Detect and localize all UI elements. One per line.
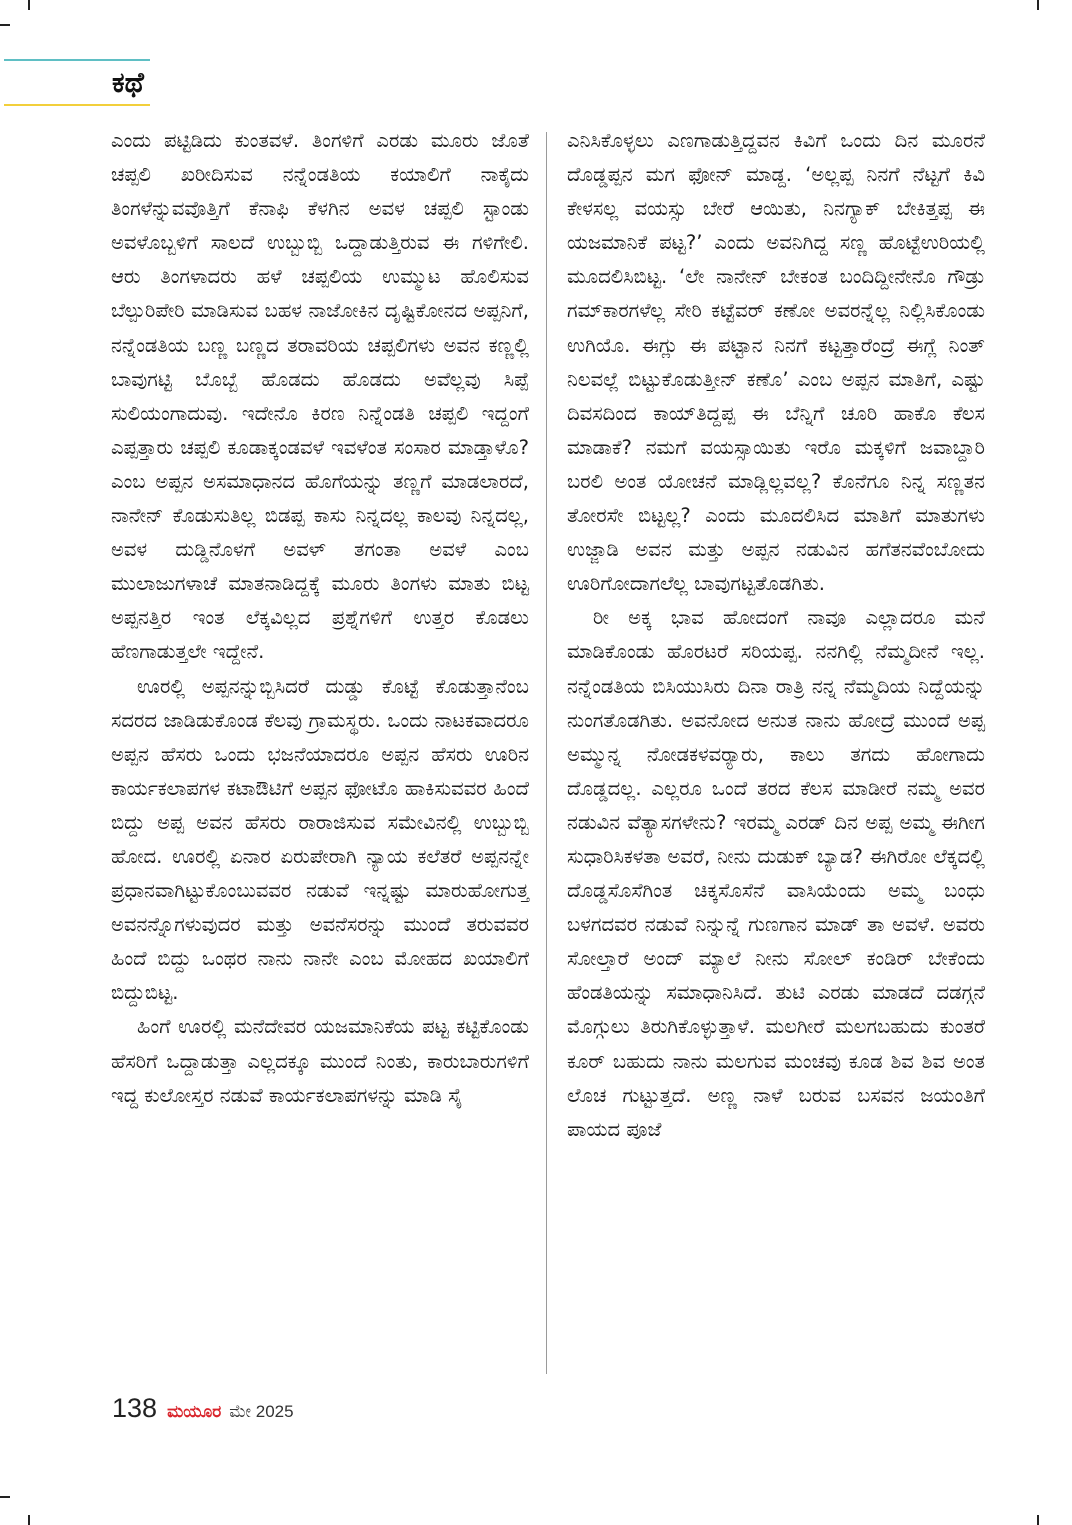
crop-mark bbox=[28, 0, 30, 10]
paragraph: ರೀ ಅಕ್ಕ ಭಾವ ಹೋದಂಗೆ ನಾವೂ ಎಲ್ಲಾದರೂ ಮನೆ ಮಾಡಿಕೊಂಡು ಹೊರಟರೆ ಸರಿಯಪ್ಪ. ನನಗಿಲ್ಲಿ ನೆಮ್ಮದೀನೆ ಇಲ್ಲ. ನನ್ನೆಂಡತಿಯ ಬಿಸಿಯುಸಿರು ದಿನಾ ರಾತ್ರಿ ನನ್ನ ನೆಮ್ಮದಿಯ ನಿದ್ದೆಯನ್ನು ನುಂಗತೊಡಗಿತು. ಅವನೋದ ಅನುತ ನಾನು ಹೋದ್ರೆ ಮುಂದೆ ಅಪ್ಪ ಅಮ್ಮುನ್ನ ನೋಡಕಳವರ್‍ಯಾರು, ಕಾಲು ತಗದು ಹೋಗಾದು ದೊಡ್ಡದಲ್ಲ. ಎಲ್ಲರೂ ಒಂದೆ ತರದ ಕೆಲಸ ಮಾಡೀರೆ ನಮ್ಮ ಅವರ ನಡುವಿನ ವೆತ್ಯಾಸಗಳೇನು? ಇರಮ್ಮ ಎರಡ್ ದಿನ ಅಪ್ಪ ಅಮ್ಮ ಈಗೀಗ ಸುಧಾರಿಸಿಕಳತಾ ಅವರೆ, ನೀನು ದುಡುಕ್ ಬ್ಯಾಡ? ಈಗಿರೋ ಲೆಕ್ಕದಲ್ಲಿ ದೊಡ್ಡಸೊಸೆಗಿಂತ ಚಿಕ್ಕಸೊಸೆನೆ ವಾಸಿಯೆಂದು ಅಮ್ಮ ಬಂಧು ಬಳಗದವರ ನಡುವೆ ನಿನ್ನುನ್ನೆ ಗುಣಗಾನ ಮಾಡ್ ತಾ ಅವಳೆ. ಅವರು ಸೋಲ್ತಾರೆ ಅಂದ್ ಮ್ಯಾಲೆ ನೀನು ಸೋಲ್ ಕಂಡಿರ್ ಬೇಕೆಂದು ಹೆಂಡತಿಯನ್ನು ಸಮಾಧಾನಿಸಿದೆ. ತುಟಿ ಎರಡು ಮಾಡದೆ ದಡಗ್ಗನೆ ಮೊಗ್ಗುಲು ತಿರುಗಿಕೊಳ್ಳುತ್ತಾಳೆ. ಮಲಗೀರೆ ಮಲಗಬಹುದು ಕುಂತರೆ ಕೂರ್ ಬಹುದು ನಾನು ಮಲಗುವ ಮಂಚವು ಕೂಡ ಶಿವ ಶಿವ ಅಂತ ಲೊಚ ಗುಟ್ಟುತ್ತದೆ. ಅಣ್ಣ ನಾಳೆ ಬರುವ ಬಸವನ ಜಯಂತಿಗೆ ಪಾಯದ ಪೂಜೆ bbox=[567, 606, 985, 1141]
crop-mark bbox=[1037, 0, 1039, 10]
page-number: 138 bbox=[112, 1393, 158, 1423]
magazine-logo: ಮಯೂರ bbox=[167, 1402, 222, 1422]
page-footer bbox=[112, 1393, 294, 1427]
crop-mark bbox=[1037, 1515, 1039, 1525]
crop-mark bbox=[0, 1496, 10, 1498]
header-rule-top bbox=[4, 59, 150, 61]
issue-date: ಮೇ 2025 bbox=[229, 1402, 294, 1421]
article-column-left bbox=[111, 124, 529, 1113]
section-label: ಕಥೆ bbox=[112, 66, 144, 99]
paragraph: ಎಂದು ಪಟ್ಟಿಡಿದು ಕುಂತವಳೆ. ತಿಂಗಳಿಗೆ ಎರಡು ಮೂರು ಜೊತೆ ಚಪ್ಪಲಿ ಖರೀದಿಸುವ ನನ್ನೆಂಡತಿಯ ಕಯಾಲಿಗೆ ನಾಕೈದು ತಿಂಗಳೆನ್ನುವವೊತ್ತಿಗೆ ಕೆನಾಫಿ ಕೆಳಗಿನ ಅವಳ ಚಪ್ಪಲಿ ಸ್ಟಾಂಡು ಅವಳೊಬ್ಬಳಿಗೆ ಸಾಲದೆ ಉಬ್ಬುಬ್ಬಿ ಒದ್ದಾಡುತ್ತಿರುವ ಈ ಗಳಿಗೇಲಿ. ಆರು ತಿಂಗಳಾದರು ಹಳೆ ಚಪ್ಪಲಿಯ ಉಮ್ಮುಟ ಹೊಲಿಸುವ ಬೆಲ್ಪುರಿಪೇರಿ ಮಾಡಿಸುವ ಬಹಳ ನಾಜೋಕಿನ ದೃಷ್ಟಿಕೋನದ ಅಪ್ಪನಿಗೆ, ನನ್ನೆಂಡತಿಯ ಬಣ್ಣ ಬಣ್ಣದ ತರಾವರಿಯ ಚಪ್ಪಲಿಗಳು ಅವನ ಕಣ್ಣಲ್ಲಿ ಬಾವುಗಟ್ಟಿ ಬೊಬ್ಬೆ ಹೊಡದು ಹೊಡದು ಅವೆಲ್ಲವು ಸಿಪ್ಪೆ ಸುಲಿಯಂಗಾದುವು. ಇದೇನೊ ಕಿರಣ ನಿನ್ನೆಂಡತಿ ಚಪ್ಪಲಿ ಇದ್ದಂಗೆ ಎಪ್ಪತ್ತಾರು ಚಪ್ಪಲಿ ಕೂಡಾಕ್ಕಂಡವಳೆ ಇವಳೆಂತ ಸಂಸಾರ ಮಾಡ್ತಾಳೊ? ಎಂಬ ಅಪ್ಪನ ಅಸಮಾಧಾನದ ಹೊಗೆಯನ್ನು ತಣ್ಣಗೆ ಮಾಡಲಾರದೆ, ನಾನೇನ್ ಕೊಡುಸುತಿಲ್ಲ ಬಿಡಪ್ಪ ಕಾಸು ನಿನ್ನದಲ್ಲ ಕಾಲವು ನಿನ್ನದಲ್ಲ, ಅವಳ ದುಡ್ಡಿನೊಳಗೆ ಅವಳ್ ತಗಂತಾ ಅವಳೆ ಎಂಬ ಮುಲಾಜುಗಳಾಚೆ ಮಾತನಾಡಿದ್ದಕ್ಕೆ ಮೂರು ತಿಂಗಳು ಮಾತು ಬಿಟ್ಟ ಅಪ್ಪನತ್ತಿರ ಇಂತ ಲೆಕ್ಕವಿಲ್ಲದ ಪ್ರಶ್ನೆಗಳಿಗೆ ಉತ್ತರ ಕೊಡಲು ಹೆಣಗಾಡುತ್ತಲೇ ಇದ್ದೇನೆ. bbox=[111, 129, 529, 664]
article-column-right bbox=[567, 124, 985, 1147]
header-rule-bottom bbox=[4, 104, 150, 106]
crop-mark bbox=[0, 24, 10, 26]
paragraph: ಊರಲ್ಲಿ ಅಪ್ಪನನ್ನುಬ್ಬಿಸಿದರೆ ದುಡ್ಡು ಕೊಟ್ಟೆ ಕೊಡುತ್ತಾನೆಂಬ ಸದರದ ಜಾಡಿಡುಕೊಂಡ ಕೆಲವು ಗ್ರಾಮಸ್ಥರು. ಒಂದು ನಾಟಕವಾದರೂ ಅಪ್ಪನ ಹೆಸರು ಒಂದು ಭಜನೆಯಾದರೂ ಅಪ್ಪನ ಹೆಸರು ಊರಿನ ಕಾರ್ಯಕಲಾಪಗಳ ಕಟಾಔಟಿಗೆ ಅಪ್ಪನ ಫೋಟೊ ಹಾಕಿಸುವವರ ಹಿಂದೆ ಬಿದ್ದು ಅಪ್ಪ ಅವನ ಹೆಸರು ರಾರಾಜಿಸುವ ಸಮೇವಿನಲ್ಲಿ ಉಬ್ಬುಬ್ಬಿ ಹೋದ. ಊರಲ್ಲಿ ಏನಾರ ಏರುಪೇರಾಗಿ ನ್ಯಾಯ ಕಲೆತರೆ ಅಪ್ಪನನ್ನೇ ಪ್ರಧಾನವಾಗಿಟ್ಟುಕೊಂಬುವವರ ನಡುವೆ ಇನ್ನಷ್ಟು ಮಾರುಹೋಗುತ್ತ ಅವನನ್ನೊಗಳುವುದರ ಮತ್ತು ಅವನೆಸರನ್ನು ಮುಂದೆ ತರುವವರ ಹಿಂದೆ ಬಿದ್ದು ಒಂಥರ ನಾನು ನಾನೇ ಎಂಬ ಮೋಹದ ಖಯಾಲಿಗೆ ಬಿದ್ದುಬಿಟ್ಟ. bbox=[111, 674, 529, 1005]
column-divider bbox=[546, 132, 547, 1374]
crop-mark bbox=[28, 1515, 30, 1525]
paragraph: ಹಿಂಗೆ ಊರಲ್ಲಿ ಮನೆದೇವರ ಯಜಮಾನಿಕೆಯ ಪಟ್ಟ ಕಟ್ಟಿಕೊಂಡು ಹೆಸರಿಗೆ ಒದ್ದಾಡುತ್ತಾ ಎಲ್ಲದಕ್ಕೂ ಮುಂದೆ ನಿಂತು, ಕಾರುಬಾರುಗಳಿಗೆ ಇದ್ದ ಕುಲೋಸ್ತರ ನಡುವೆ ಕಾರ್ಯಕಲಾಪಗಳನ್ನು ಮಾಡಿ ಸೈ bbox=[111, 1015, 529, 1107]
paragraph: ಎನಿಸಿಕೊಳ್ಳಲು ಎಣಗಾಡುತ್ತಿದ್ದವನ ಕಿವಿಗೆ ಒಂದು ದಿನ ಮೂರನೆ ದೊಡ್ಡಪ್ಪನ ಮಗ ಫೋನ್ ಮಾಡ್ದ. ‘ಅಲ್ಲಪ್ಪ ನಿನಗೆ ನೆಟ್ಟಗೆ ಕಿವಿ ಕೇಳಸಲ್ಲ ವಯಸ್ಸು ಬೇರೆ ಆಯಿತು, ನಿನಗ್ಯಾಕ್ ಬೇಕಿತ್ತಪ್ಪ ಈ ಯಜಮಾನಿಕೆ ಪಟ್ಟ?’ ಎಂದು ಅವನಿಗಿದ್ದ ಸಣ್ಣ ಹೊಟ್ಟೆಉರಿಯಲ್ಲಿ ಮೂದಲಿಸಿಬಿಟ್ಟ. ‘ಲೇ ನಾನೇನ್ ಬೇಕಂತ ಬಂದಿದ್ದೀನೇನೊ ಗೌಡ್ರು ಗಮ್‌ಕಾರಗಳೆಲ್ಲ ಸೇರಿ ಕಟ್ಟೆವರ್ ಕಣೋ ಅವರನ್ನೆಲ್ಲ ನಿಲ್ಲಿಸಿಕೊಂಡು ಉಗಿಯೊ. ಈಗ್ಲು ಈ ಪಟ್ಟಾನ ನಿನಗೆ ಕಟ್ಟತ್ತಾರೆಂದ್ರೆ ಈಗ್ಲೆ ನಿಂತ್ ನಿಲವಲ್ಲೆ ಬಿಟ್ಟುಕೊಡುತ್ತೀನ್ ಕಣೊ’ ಎಂಬ ಅಪ್ಪನ ಮಾತಿಗೆ, ಎಷ್ಟು ದಿವಸದಿಂದ ಕಾಯ್‌ತಿದ್ದಪ್ಪ ಈ ಬೆನ್ನಿಗೆ ಚೂರಿ ಹಾಕೊ ಕೆಲಸ ಮಾಡಾಕೆ? ನಮಗೆ ವಯಸ್ಸಾಯಿತು ಇರೊ ಮಕ್ಕಳಿಗೆ ಜವಾಬ್ದಾರಿ ಬರಲಿ ಅಂತ ಯೋಚನೆ ಮಾಡ್ಲಿಲ್ಲವಲ್ಲ? ಕೊನೆಗೂ ನಿನ್ನ ಸಣ್ಣತನ ತೋರಸೇ ಬಿಟ್ಟಲ್ಲ? ಎಂದು ಮೂದಲಿಸಿದ ಮಾತಿಗೆ ಮಾತುಗಳು ಉಜ್ಜಾಡಿ ಅವನ ಮತ್ತು ಅಪ್ಪನ ನಡುವಿನ ಹಗೆತನವೆಂಬೋದು ಊರಿಗೋದಾಗಲೆಲ್ಲ ಬಾವುಗಟ್ಟತೊಡಗಿತು. bbox=[567, 129, 985, 596]
